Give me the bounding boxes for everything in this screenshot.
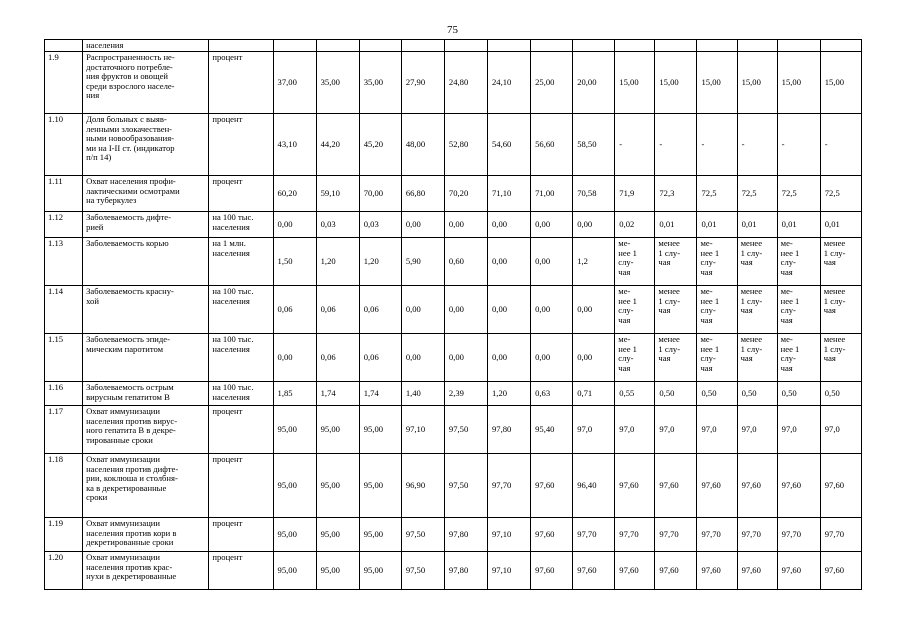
indicators-table — [44, 39, 862, 590]
value-cell: 95,40 — [531, 406, 573, 454]
indicator-name-cell: Заболеваемость дифте- рией — [83, 212, 209, 238]
unit-cell: процент — [209, 176, 273, 212]
indicator-name-cell: Охват иммунизации населения против крас- нухи в декретированные — [83, 552, 209, 590]
value-cell: 56,60 — [531, 114, 573, 176]
value-cell: 97,60 — [777, 552, 820, 590]
value-cell: 0,01 — [777, 212, 820, 238]
value-cell: - — [777, 114, 820, 176]
value-cell: 97,80 — [488, 406, 531, 454]
value-cell: 97,80 — [444, 518, 487, 552]
table-row — [45, 286, 862, 334]
value-cell — [573, 40, 615, 52]
indicator-name-cell: Охват населения профи- лактическими осмотрами на туберкулез — [83, 176, 209, 212]
value-cell: 71,00 — [531, 176, 573, 212]
value-cell: 97,70 — [820, 518, 861, 552]
value-cell: 15,00 — [820, 52, 861, 114]
value-cell — [777, 40, 820, 52]
unit-cell — [209, 40, 273, 52]
value-cell: 35,00 — [359, 52, 401, 114]
value-cell: - — [737, 114, 777, 176]
indicator-name-cell: Заболеваемость острым вирусным гепатитом В — [83, 382, 209, 406]
value-cell: 97,0 — [615, 406, 655, 454]
unit-cell: процент — [209, 454, 273, 518]
table-row — [45, 238, 862, 286]
value-cell — [531, 40, 573, 52]
value-cell: 97,0 — [777, 406, 820, 454]
value-cell: 95,00 — [273, 454, 316, 518]
value-cell — [401, 40, 444, 52]
value-cell: 20,00 — [573, 52, 615, 114]
value-cell: 25,00 — [531, 52, 573, 114]
value-cell: 97,70 — [737, 518, 777, 552]
table-row — [45, 382, 862, 406]
value-cell: 0,06 — [359, 286, 401, 334]
value-cell: 0,00 — [444, 212, 487, 238]
value-cell: 0,01 — [820, 212, 861, 238]
value-cell: 35,00 — [316, 52, 359, 114]
value-cell: 0,00 — [401, 286, 444, 334]
indicator-code-cell: 1.14 — [45, 286, 83, 334]
value-cell: 72,5 — [737, 176, 777, 212]
value-cell: 97,0 — [655, 406, 697, 454]
value-cell: 0,00 — [444, 334, 487, 382]
value-cell: ме- нее 1 слу- чая — [615, 286, 655, 334]
indicator-name-cell: Распространенность не- достаточного потребле- ния фруктов и овощей среди взрослого населе- ния — [83, 52, 209, 114]
value-cell: 95,00 — [273, 518, 316, 552]
value-cell: 44,20 — [316, 114, 359, 176]
value-cell: 70,20 — [444, 176, 487, 212]
value-cell: 95,00 — [273, 552, 316, 590]
value-cell: 0,00 — [273, 212, 316, 238]
value-cell: 97,70 — [615, 518, 655, 552]
value-cell: 97,0 — [697, 406, 737, 454]
value-cell: 52,80 — [444, 114, 487, 176]
value-cell: 15,00 — [737, 52, 777, 114]
value-cell: 1,74 — [359, 382, 401, 406]
value-cell: 97,60 — [820, 552, 861, 590]
value-cell: 70,58 — [573, 176, 615, 212]
value-cell: 96,90 — [401, 454, 444, 518]
value-cell: 1,50 — [273, 238, 316, 286]
value-cell: менее 1 слу- чая — [820, 334, 861, 382]
table-row — [45, 212, 862, 238]
value-cell: ме- нее 1 слу- чая — [697, 238, 737, 286]
value-cell: 72,5 — [697, 176, 737, 212]
value-cell: 24,80 — [444, 52, 487, 114]
indicator-name-cell: Доля больных с выяв- ленными злокачествен- ными новообразования- ми на I-II ст. (индикатор п/п 14) — [83, 114, 209, 176]
value-cell: 43,10 — [273, 114, 316, 176]
value-cell: менее 1 слу- чая — [655, 286, 697, 334]
value-cell: 0,00 — [488, 238, 531, 286]
value-cell — [737, 40, 777, 52]
value-cell: 0,01 — [737, 212, 777, 238]
value-cell: 0,00 — [531, 212, 573, 238]
value-cell: 97,60 — [655, 552, 697, 590]
value-cell: 0,00 — [401, 334, 444, 382]
value-cell: 97,10 — [488, 518, 531, 552]
value-cell: 0,00 — [573, 286, 615, 334]
value-cell: 72,5 — [777, 176, 820, 212]
value-cell: 95,00 — [359, 454, 401, 518]
value-cell: 2,39 — [444, 382, 487, 406]
value-cell: 27,90 — [401, 52, 444, 114]
value-cell: 0,50 — [697, 382, 737, 406]
value-cell: 0,55 — [615, 382, 655, 406]
value-cell: 0,03 — [316, 212, 359, 238]
indicator-code-cell: 1.18 — [45, 454, 83, 518]
indicator-code-cell: 1.19 — [45, 518, 83, 552]
indicator-code-cell: 1.9 — [45, 52, 83, 114]
value-cell: ме- нее 1 слу- чая — [615, 334, 655, 382]
value-cell: менее 1 слу- чая — [820, 238, 861, 286]
value-cell: 97,60 — [615, 552, 655, 590]
value-cell: 0,01 — [697, 212, 737, 238]
table-row — [45, 176, 862, 212]
value-cell: 1,20 — [488, 382, 531, 406]
value-cell: 0,00 — [444, 286, 487, 334]
value-cell: менее 1 слу- чая — [820, 286, 861, 334]
value-cell: 0,02 — [615, 212, 655, 238]
value-cell: 95,00 — [359, 406, 401, 454]
unit-cell: процент — [209, 518, 273, 552]
value-cell: 0,06 — [316, 286, 359, 334]
indicator-name-cell: Заболеваемость корью — [83, 238, 209, 286]
value-cell: - — [697, 114, 737, 176]
value-cell — [273, 40, 316, 52]
unit-cell: на 100 тыс. населения — [209, 212, 273, 238]
value-cell: 97,60 — [777, 454, 820, 518]
value-cell: 95,00 — [359, 518, 401, 552]
value-cell: 97,60 — [615, 454, 655, 518]
value-cell: 95,00 — [273, 406, 316, 454]
value-cell: 1,20 — [316, 238, 359, 286]
value-cell: 0,03 — [359, 212, 401, 238]
value-cell: 0,60 — [444, 238, 487, 286]
indicator-code-cell: 1.16 — [45, 382, 83, 406]
value-cell: 0,71 — [573, 382, 615, 406]
value-cell: 0,00 — [573, 334, 615, 382]
value-cell: менее 1 слу- чая — [655, 334, 697, 382]
value-cell: 15,00 — [697, 52, 737, 114]
value-cell: 70,00 — [359, 176, 401, 212]
value-cell: 97,70 — [697, 518, 737, 552]
value-cell: - — [655, 114, 697, 176]
value-cell — [820, 40, 861, 52]
value-cell: 97,60 — [737, 552, 777, 590]
value-cell: 95,00 — [316, 552, 359, 590]
value-cell: 97,60 — [820, 454, 861, 518]
indicator-code-cell: 1.10 — [45, 114, 83, 176]
value-cell: 97,60 — [531, 518, 573, 552]
table-row — [45, 334, 862, 382]
value-cell: 97,60 — [655, 454, 697, 518]
value-cell: 0,00 — [488, 286, 531, 334]
value-cell: ме- нее 1 слу- чая — [777, 334, 820, 382]
value-cell: 37,00 — [273, 52, 316, 114]
value-cell: - — [615, 114, 655, 176]
value-cell: менее 1 слу- чая — [737, 286, 777, 334]
value-cell: - — [820, 114, 861, 176]
value-cell: 0,00 — [573, 212, 615, 238]
value-cell: 97,50 — [444, 406, 487, 454]
value-cell: 0,00 — [488, 334, 531, 382]
unit-cell: процент — [209, 114, 273, 176]
value-cell — [444, 40, 487, 52]
value-cell: 0,01 — [655, 212, 697, 238]
value-cell: ме- нее 1 слу- чая — [697, 334, 737, 382]
value-cell: 0,00 — [531, 286, 573, 334]
page-number: 75 — [447, 24, 458, 36]
value-cell: 0,00 — [488, 212, 531, 238]
value-cell: 1,40 — [401, 382, 444, 406]
indicator-name-cell: Заболеваемость красну- хой — [83, 286, 209, 334]
value-cell: менее 1 слу- чая — [737, 334, 777, 382]
indicator-code-cell: 1.20 — [45, 552, 83, 590]
table-row — [45, 40, 862, 52]
table-body — [45, 40, 862, 590]
indicator-code-cell: 1.11 — [45, 176, 83, 212]
value-cell: 15,00 — [615, 52, 655, 114]
value-cell: 71,10 — [488, 176, 531, 212]
value-cell: 45,20 — [359, 114, 401, 176]
table-row — [45, 114, 862, 176]
indicator-code-cell — [45, 40, 83, 52]
value-cell: 97,60 — [531, 552, 573, 590]
value-cell: 66,80 — [401, 176, 444, 212]
value-cell — [697, 40, 737, 52]
value-cell: 15,00 — [777, 52, 820, 114]
value-cell: 58,50 — [573, 114, 615, 176]
value-cell: 0,06 — [316, 334, 359, 382]
value-cell: 0,50 — [777, 382, 820, 406]
value-cell: менее 1 слу- чая — [655, 238, 697, 286]
indicator-name-cell: Охват иммунизации населения против кори в декретированные сроки — [83, 518, 209, 552]
table-row — [45, 52, 862, 114]
value-cell: 1,74 — [316, 382, 359, 406]
value-cell: 72,3 — [655, 176, 697, 212]
value-cell: 60,20 — [273, 176, 316, 212]
value-cell: 0,00 — [401, 212, 444, 238]
value-cell: 97,0 — [820, 406, 861, 454]
value-cell: 95,00 — [359, 552, 401, 590]
value-cell: 0,50 — [655, 382, 697, 406]
value-cell: 54,60 — [488, 114, 531, 176]
value-cell: 0,06 — [359, 334, 401, 382]
indicator-code-cell: 1.13 — [45, 238, 83, 286]
value-cell: 24,10 — [488, 52, 531, 114]
value-cell: ме- нее 1 слу- чая — [697, 286, 737, 334]
value-cell — [316, 40, 359, 52]
value-cell — [655, 40, 697, 52]
value-cell: 97,70 — [573, 518, 615, 552]
unit-cell: процент — [209, 406, 273, 454]
value-cell: ме- нее 1 слу- чая — [777, 238, 820, 286]
value-cell: 71,9 — [615, 176, 655, 212]
value-cell: 0,50 — [820, 382, 861, 406]
unit-cell: на 100 тыс. населения — [209, 382, 273, 406]
indicator-code-cell: 1.12 — [45, 212, 83, 238]
indicator-name-cell: Охват иммунизации населения против дифте- рии, коклюша и столбня- ка в декретированные сроки — [83, 454, 209, 518]
value-cell: 95,00 — [316, 454, 359, 518]
value-cell: 97,10 — [401, 406, 444, 454]
value-cell: 0,00 — [531, 334, 573, 382]
unit-cell: процент — [209, 552, 273, 590]
unit-cell: на 100 тыс. населения — [209, 334, 273, 382]
value-cell — [615, 40, 655, 52]
unit-cell: процент — [209, 52, 273, 114]
value-cell: 96,40 — [573, 454, 615, 518]
table-row — [45, 518, 862, 552]
value-cell: 95,00 — [316, 406, 359, 454]
value-cell: 97,50 — [444, 454, 487, 518]
value-cell: 0,50 — [737, 382, 777, 406]
value-cell: 0,00 — [273, 334, 316, 382]
value-cell: 97,60 — [573, 552, 615, 590]
indicator-code-cell: 1.15 — [45, 334, 83, 382]
value-cell: 5,90 — [401, 238, 444, 286]
value-cell: 97,70 — [655, 518, 697, 552]
value-cell: 97,60 — [697, 552, 737, 590]
value-cell — [359, 40, 401, 52]
value-cell: 97,60 — [697, 454, 737, 518]
value-cell: 97,10 — [488, 552, 531, 590]
value-cell: 97,80 — [444, 552, 487, 590]
unit-cell: на 100 тыс. населения — [209, 286, 273, 334]
value-cell: 59,10 — [316, 176, 359, 212]
value-cell: 0,06 — [273, 286, 316, 334]
table-row — [45, 454, 862, 518]
value-cell: менее 1 слу- чая — [737, 238, 777, 286]
value-cell: 0,00 — [531, 238, 573, 286]
value-cell: 15,00 — [655, 52, 697, 114]
value-cell: ме- нее 1 слу- чая — [615, 238, 655, 286]
value-cell: 1,20 — [359, 238, 401, 286]
unit-cell: на 1 млн. населения — [209, 238, 273, 286]
value-cell: 97,70 — [777, 518, 820, 552]
value-cell: 72,5 — [820, 176, 861, 212]
value-cell: ме- нее 1 слу- чая — [777, 286, 820, 334]
value-cell: 97,60 — [737, 454, 777, 518]
value-cell: 95,00 — [316, 518, 359, 552]
table-row — [45, 406, 862, 454]
indicator-name-cell: Заболеваемость эпиде- мическим паротитом — [83, 334, 209, 382]
indicator-name-cell: Охват иммунизации населения против вирус- ного гепатита В в декре- тированные сроки — [83, 406, 209, 454]
indicator-name-cell: населения — [83, 40, 209, 52]
value-cell: 97,0 — [737, 406, 777, 454]
value-cell: 97,60 — [531, 454, 573, 518]
value-cell: 1,2 — [573, 238, 615, 286]
value-cell: 1,85 — [273, 382, 316, 406]
indicator-code-cell: 1.17 — [45, 406, 83, 454]
value-cell: 48,00 — [401, 114, 444, 176]
value-cell: 97,50 — [401, 518, 444, 552]
value-cell: 97,0 — [573, 406, 615, 454]
table-row — [45, 552, 862, 590]
value-cell: 97,50 — [401, 552, 444, 590]
value-cell: 0,63 — [531, 382, 573, 406]
value-cell — [488, 40, 531, 52]
value-cell: 97,70 — [488, 454, 531, 518]
